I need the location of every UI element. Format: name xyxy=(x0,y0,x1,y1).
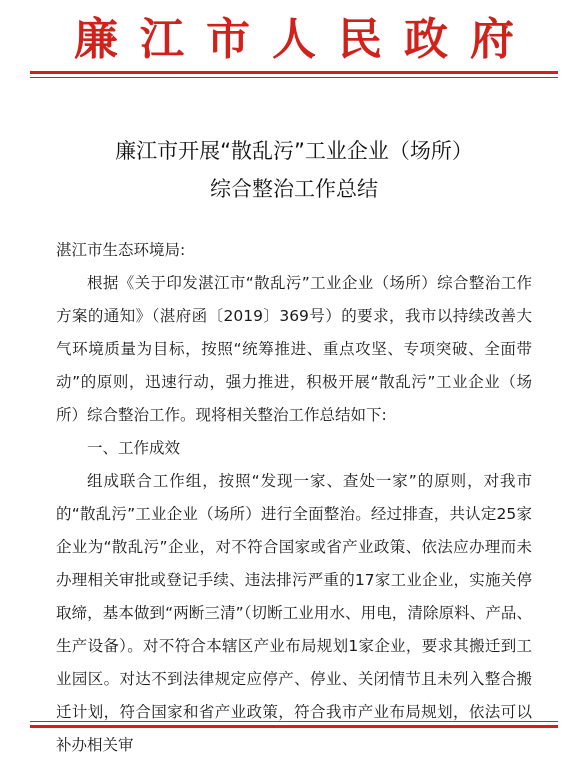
footer-rule-thin xyxy=(30,721,558,722)
addressee: 湛江市生态环境局: xyxy=(56,241,186,259)
section-heading-achievements: 一、工作成效 xyxy=(87,439,181,457)
masthead-rule-thick xyxy=(30,71,558,74)
document-title xyxy=(60,132,528,208)
masthead-org-name: 廉江市人民政府 xyxy=(74,14,536,65)
document-title-line-2: 综合整治工作总结 xyxy=(210,177,378,201)
document-title-line-1: 廉江市开展“散乱污”工业企业（场所） xyxy=(115,139,473,163)
footer-rule-thick xyxy=(30,725,558,728)
paragraph-achievements: 组成联合工作组，按照“发现一家、查处一家”的原则，对我市的“散乱污”工业企业（场所）进行全面整治。经过排查，共认定25家企业为“散乱污”企业，对不符合国家或省产业政策、依法应办理而未办理相关审批或登记手续、违法排污严重的17家工业企业，实施关停取缔，基本做到“两断三清”（切断工业用水、用电，清除原料、产品、生产设备）。对不符合本辖区产业布局规划1家企业，要求其搬迁到工业园区。对达不到法律规定应停产、停业、关闭情节且未列入整合搬迁计划，符合国家和省产业政策，符合我市产业布局规划，依法可以补办相关审 xyxy=(56,472,532,754)
masthead-rule-thin xyxy=(30,77,558,78)
document-body xyxy=(56,234,532,762)
paragraph-intro: 根据《关于印发湛江市“散乱污”工业企业（场所）综合整治工作方案的通知》（湛府函〔2019〕369号）的要求，我市以持续改善大气环境质量为目标，按照“统筹推进、重点攻坚、专项突破、全面带动”的原则，迅速行动，强力推进，积极开展“散乱污”工业企业（场所）综合整治工作。现将相关整治工作总结如下: xyxy=(56,274,532,424)
